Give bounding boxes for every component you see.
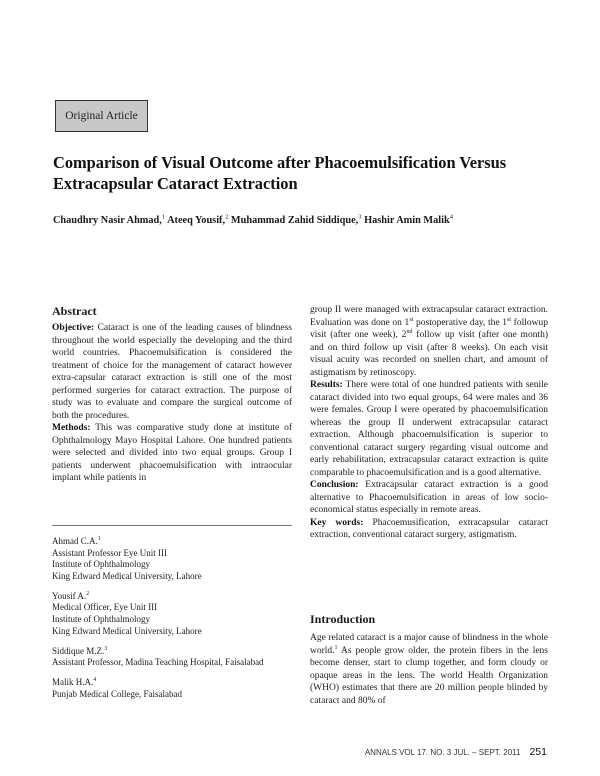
article-type-label: Original Article xyxy=(65,110,138,122)
title-line-2: Extracapsular Cataract Extraction xyxy=(53,174,298,193)
journal-citation: ANNALS VOL 17. NO. 3 JUL. – SEPT. 2011 xyxy=(364,748,521,757)
ordinal-suffix: st xyxy=(409,316,414,323)
conclusion-text: Extracapsular cataract extraction is a good alternative to Phacoemulsification in areas of low socio-economical status especially in remote areas. xyxy=(310,480,548,515)
affiliation-line: Assistant Professor, Madina Teaching Hospital, Faisalabad xyxy=(52,657,264,668)
author-affiliation-mark: 4 xyxy=(449,213,453,221)
ordinal-suffix: st xyxy=(507,316,512,323)
abstract-heading: Abstract xyxy=(52,304,97,318)
objective-text: Cataract is one of the leading causes of blindness throughout the world especially the developing and the third world countries. Phacoemulsification is considered the treatment of choice for the management of cataract however extra-capsular cataract extraction is still one of the most performed surgeries for cataract extraction. The purpose of study was to evaluate and compare the surgical outcome of both the procedures. xyxy=(52,323,293,421)
methods-text: This was comparative study done at institute of Ophthalmology Mayo Hospital Lahore. One hundred patients were selected and divided into two equal groups. Group I patients underwent phacoemulsification with intraocular implant while patients in xyxy=(52,423,292,483)
conclusion-paragraph xyxy=(310,479,548,517)
affiliation-mark: 1 xyxy=(97,536,101,542)
methods-continued xyxy=(310,304,548,379)
affiliation-name: Ahmad C.A. xyxy=(52,536,98,546)
affiliation-mark: 2 xyxy=(86,590,90,597)
affiliation-line: Institute of Ophthalmology xyxy=(52,614,150,625)
author-affiliation-mark: 2 xyxy=(225,213,229,221)
author-name: Ateeq Yousif, xyxy=(167,215,226,226)
results-text: There were total of one hundred patients with senile cataract divided into two equal groups, 64 were males and 36 were females. Group I were operated by phacoemulsification whereas the group II underwent extracapsular cataract extraction. Although phacoemulsification is superior to conventional cataract surgery regarding visual outcome and early rehabilitation, extracapsular cataract extraction is quite comparable to phacoemulsification and is a good alternative. xyxy=(310,380,548,478)
affiliation-line: King Edward Medical University, Lahore xyxy=(52,625,202,636)
affiliation-line: Institute of Ophthalmology xyxy=(52,559,150,570)
author-name: Chaudhry Nasir Ahmad, xyxy=(53,215,162,226)
introduction-text: Age related cataract is a major cause of blindness in the whole world. xyxy=(310,633,548,656)
methods-paragraph xyxy=(52,422,292,485)
keywords-label: Key words: xyxy=(310,517,364,528)
introduction-text: As people grow older, the protein fibers in the lens become denser, start to clump together, and form cloudy or opaque areas in the lens. The world Health Organization (WHO) estimates that there are 20 million people blinded by cataract and 80% of xyxy=(310,645,548,706)
methods-cont-text: followup visit (after one week), 2 xyxy=(310,317,548,340)
affiliation-block xyxy=(52,677,292,700)
affiliation-block xyxy=(52,646,292,669)
methods-cont-text: postoperative day, the 1 xyxy=(413,317,507,328)
methods-cont-text: follow up visit (after one month) and on third follow up visit (after 8 weeks). On each visit visual acuity was recorded on snellen chart, and amount of astigmatism by retinoscopy. xyxy=(310,330,549,378)
methods-label: Methods: xyxy=(52,423,91,433)
affiliation-name: Siddique M.Z. xyxy=(52,645,105,656)
introduction-paragraph xyxy=(310,632,548,707)
results-label: Results: xyxy=(310,380,343,390)
objective-label: Objective: xyxy=(52,323,95,333)
title-line-1: Comparison of Visual Outcome after Phacoemulsification Versus xyxy=(53,153,507,172)
introduction-heading: Introduction xyxy=(310,612,376,626)
affiliation-name: Yousif A. xyxy=(52,590,87,601)
paper-title xyxy=(53,152,553,194)
author-affiliation-mark: 3 xyxy=(358,213,362,221)
author-name: Hashir Amin Malik xyxy=(364,215,450,226)
methods-cont-text: group II were managed with extracapsular cataract extraction. Evaluation was done on 1 xyxy=(310,305,548,328)
keywords-text: Phacoemusification, extracapsular cataract extraction, conventional cataract surgery, astigmatism. xyxy=(310,517,549,540)
article-type-badge xyxy=(55,100,148,132)
author-name: Muhammad Zahid Siddique, xyxy=(230,215,359,226)
ordinal-suffix: nd xyxy=(406,328,413,335)
affiliation-line: Assistant Professor Eye Unit III xyxy=(52,547,167,558)
affiliation-line: King Edward Medical University, Lahore xyxy=(52,570,202,581)
abstract-left-column xyxy=(52,304,292,485)
results-paragraph xyxy=(310,379,548,479)
affiliation-name: Malik H.A. xyxy=(52,677,94,688)
author-affiliation-mark: 1 xyxy=(161,213,166,221)
affiliation-block xyxy=(52,536,292,582)
citation-mark: 1 xyxy=(334,644,338,651)
keywords-paragraph xyxy=(310,517,548,542)
affiliation-mark: 4 xyxy=(93,677,97,684)
affiliation-block xyxy=(52,591,292,637)
author-list xyxy=(53,214,553,227)
affiliation-mark: 3 xyxy=(104,645,108,652)
affiliation-divider xyxy=(52,525,292,526)
objective-paragraph xyxy=(52,322,292,422)
conclusion-label: Conclusion: xyxy=(310,480,359,490)
page-number: 251 xyxy=(529,746,547,758)
affiliation-line: Punjab Medical College, Faisalabad xyxy=(52,689,182,700)
introduction-body xyxy=(310,632,548,707)
affiliations xyxy=(52,536,292,709)
abstract-right-column xyxy=(310,304,548,542)
affiliation-line: Medical Officer, Eye Unit III xyxy=(52,602,158,613)
page-footer xyxy=(357,746,547,758)
